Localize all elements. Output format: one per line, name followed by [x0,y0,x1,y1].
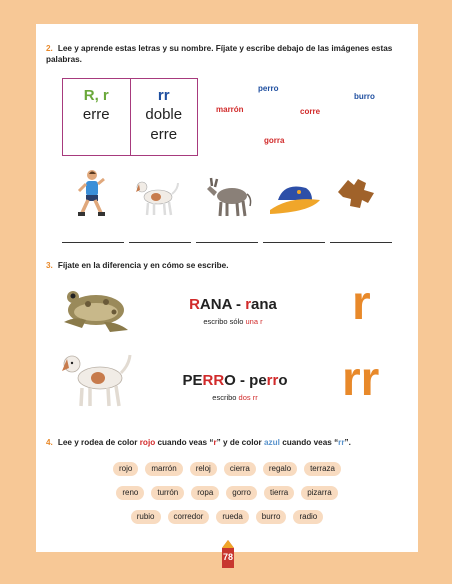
word-corre: corre [300,107,321,116]
rana-word: RANA - rana [189,296,277,313]
word-gorra: gorra [264,136,285,145]
dog-image-large [58,348,134,412]
word-pill[interactable]: tierra [264,486,294,500]
answer-line-3[interactable] [196,242,258,243]
word-pill[interactable]: ropa [191,486,219,500]
word-burro: burro [354,92,375,101]
question-2-number: 2. [46,44,53,53]
word-pill[interactable]: regalo [263,462,297,476]
word-pill[interactable]: cierra [224,462,256,476]
answer-line-4[interactable] [263,242,325,243]
name-erre: erre [82,106,110,123]
letters-box-left [63,79,130,155]
word-pill[interactable]: reno [116,486,144,500]
word-perro: perro [258,84,279,93]
frog-image [56,282,132,336]
perro-subtitle: escribo dos rr [212,393,258,402]
word-row-1 [36,462,418,476]
page-number: 78 [222,552,233,562]
page-number-badge [216,540,240,570]
word-pill[interactable]: rojo [113,462,138,476]
dog-image-small [134,177,180,219]
word-pill[interactable]: rubio [131,510,161,524]
word-pill[interactable]: turrón [151,486,184,500]
cap-image [266,180,322,220]
word-pill[interactable]: radio [293,510,323,524]
word-pill[interactable]: pizarra [301,486,337,500]
letters-box-right [130,79,198,155]
question-3-number: 3. [46,261,53,270]
letters-box [62,78,198,156]
question-4-number: 4. [46,438,53,447]
big-letters-rr: rr [342,353,380,406]
word-pill[interactable]: gorro [226,486,257,500]
answer-line-2[interactable] [129,242,191,243]
workbook-page [36,24,418,552]
rana-subtitle: escribo sólo una r [203,317,263,326]
word-row-3 [36,510,418,524]
question-4-title: 4. Lee y rodea de color rojo cuando veas “r” y de color azul cuando veas “rr”. [46,438,351,447]
word-marron: marrón [216,105,244,114]
runner-image [74,169,110,221]
question-3-title [46,260,406,271]
letters-rr: rr [157,87,170,104]
word-row-2 [36,486,418,500]
puzzle-image [332,172,382,216]
name-erre-2: erre [150,126,178,143]
question-2-text: Lee y aprende estas letras y su nombre. Fíjate y escribe debajo de las imágenes estas palabras. [46,44,393,64]
word-pill[interactable]: reloj [190,462,217,476]
answer-line-1[interactable] [62,242,124,243]
perro-word: PERRO - perro [182,372,288,389]
donkey-image [204,176,254,220]
big-letter-r: r [352,277,371,330]
word-pill[interactable]: rueda [216,510,248,524]
question-2-title [46,43,406,65]
word-pill[interactable]: marrón [145,462,182,476]
word-pill[interactable]: corredor [168,510,210,524]
word-pill[interactable]: terraza [304,462,341,476]
answer-line-5[interactable] [330,242,392,243]
question-3-text: Fíjate en la diferencia y en cómo se escribe. [57,261,229,270]
word-pill[interactable]: burro [256,510,287,524]
name-doble: doble [145,106,183,123]
letters-r: R, r [83,87,109,104]
